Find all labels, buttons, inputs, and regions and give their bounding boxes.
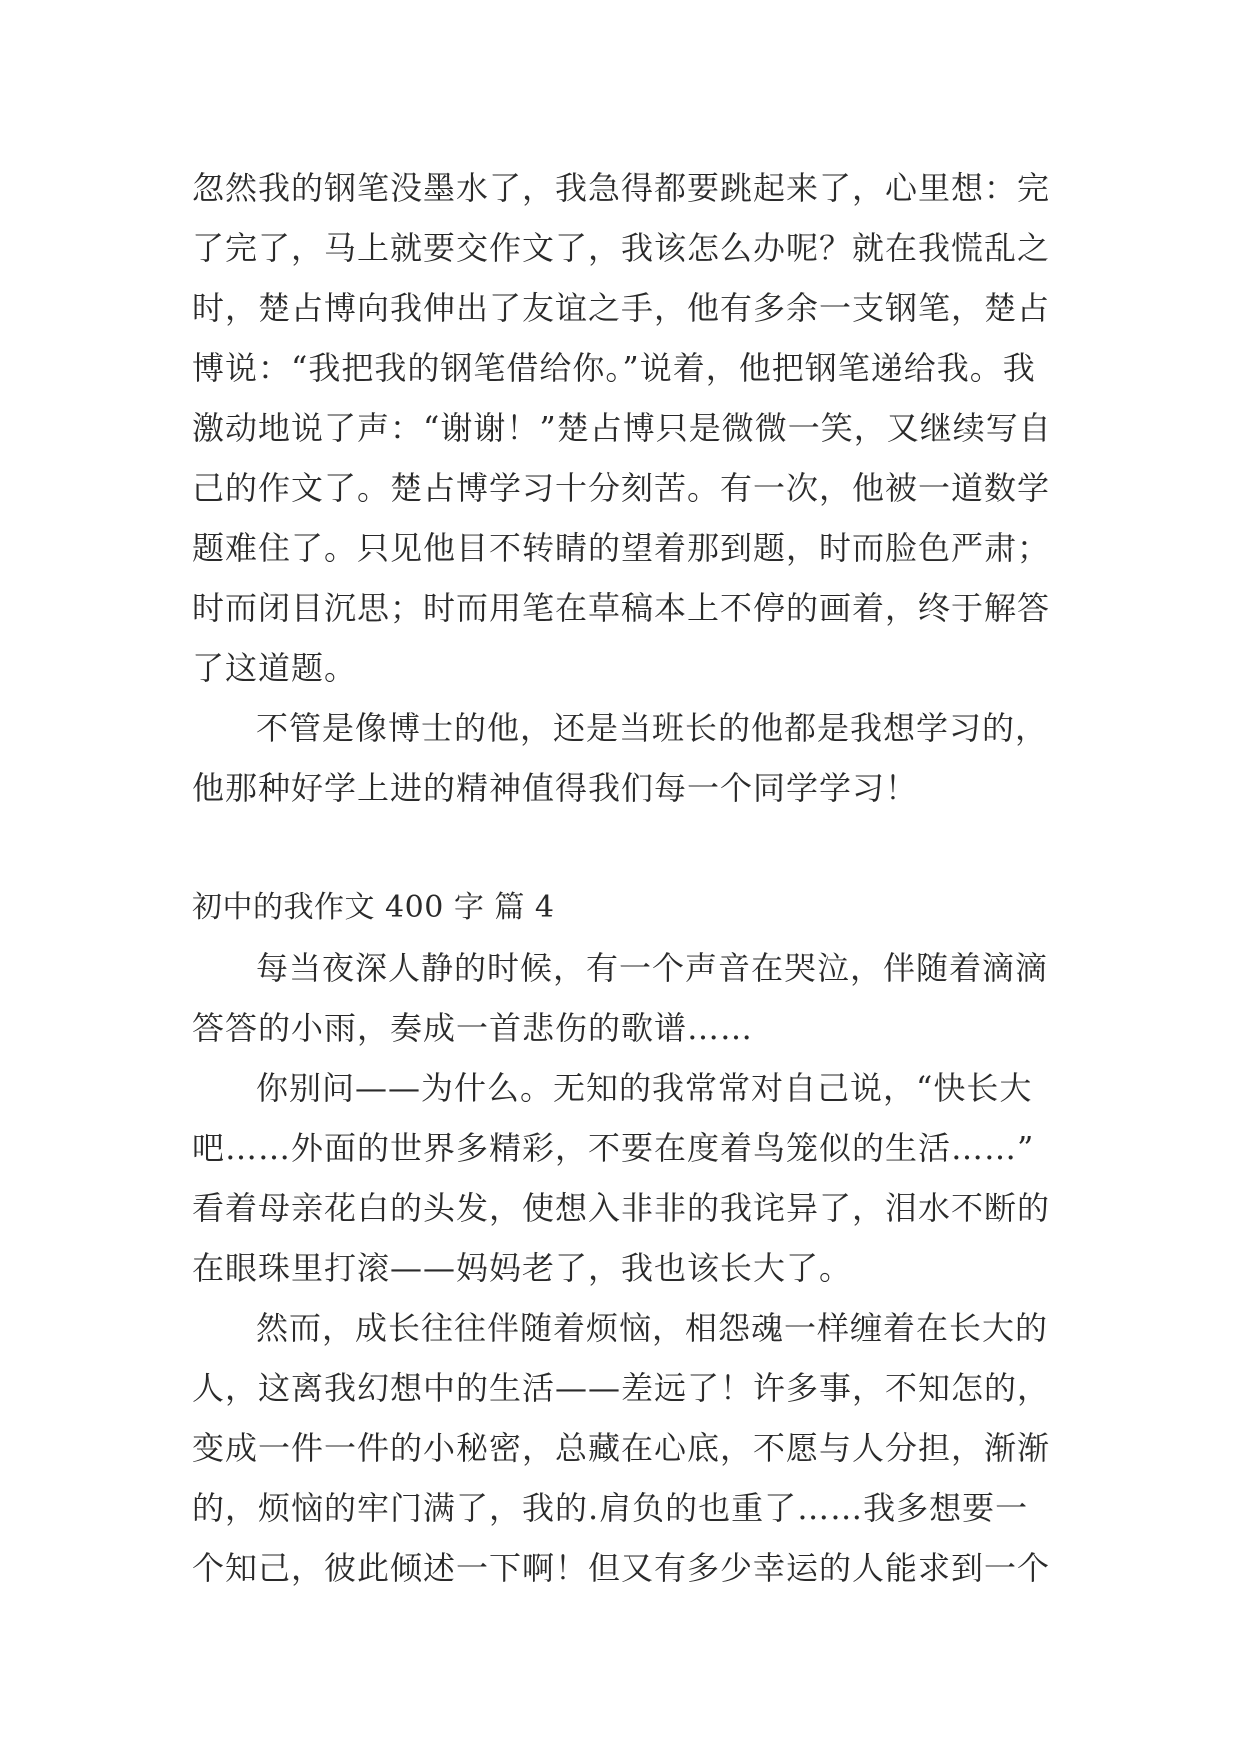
text-line: 每当夜深人静的时候，有一个声音在哭泣，伴随着滴滴 (256, 949, 1049, 987)
text-line: 看着母亲花白的头发，使想入非非的我诧异了，泪水不断的 (192, 1189, 1051, 1227)
text-line: 不管是像博士的他，还是当班长的他都是我想学习的， (256, 709, 1049, 747)
text-line: 个知己，彼此倾述一下啊！但又有多少幸运的人能求到一个 (192, 1549, 1051, 1587)
text-line: 答答的小雨，奏成一首悲伤的歌谱…… (192, 1009, 754, 1047)
text-line: 变成一件一件的小秘密，总藏在心底，不愿与人分担，渐渐 (192, 1429, 1051, 1467)
text-line: 题难住了。只见他目不转睛的望着那到题，时而脸色严肃； (192, 529, 1051, 567)
text-line: 博说：“我把我的钢笔借给你。”说着，他把钢笔递给我。我 (192, 349, 1036, 387)
text-line: 时而闭目沉思；时而用笔在草稿本上不停的画着，终于解答 (192, 589, 1051, 627)
text-line: 时，楚占博向我伸出了友谊之手，他有多余一支钢笔，楚占 (192, 289, 1051, 327)
text-line: 他那种好学上进的精神值得我们每一个同学学习！ (192, 769, 919, 807)
text-line: 激动地说了声：“谢谢！”楚占博只是微微一笑，又继续写自 (192, 409, 1052, 447)
text-line: 忽然我的钢笔没墨水了，我急得都要跳起来了，心里想：完 (192, 169, 1051, 207)
text-line: 了完了，马上就要交作文了，我该怎么办呢？就在我慌乱之 (192, 229, 1051, 267)
text-line: 人，这离我幻想中的生活——差远了！许多事，不知怎的， (192, 1369, 1051, 1407)
text-line: 吧……外面的世界多精彩，不要在度着鸟笼似的生活……” (192, 1129, 1035, 1167)
text-line: 了这道题。 (192, 649, 358, 687)
text-line: 你别问——为什么。无知的我常常对自己说，“快长大 (256, 1069, 1033, 1107)
section-title: 初中的我作文 400 字 篇 4 (192, 890, 555, 925)
text-line: 然而，成长往往伴随着烦恼，相怨魂一样缠着在长大的 (256, 1309, 1049, 1347)
text-line: 己的作文了。楚占博学习十分刻苦。有一次，他被一道数学 (192, 469, 1051, 507)
text-line: 在眼珠里打滚——妈妈老了，我也该长大了。 (192, 1249, 853, 1287)
text-line: 的，烦恼的牢门满了，我的.肩负的也重了……我多想要一 (192, 1489, 1029, 1527)
